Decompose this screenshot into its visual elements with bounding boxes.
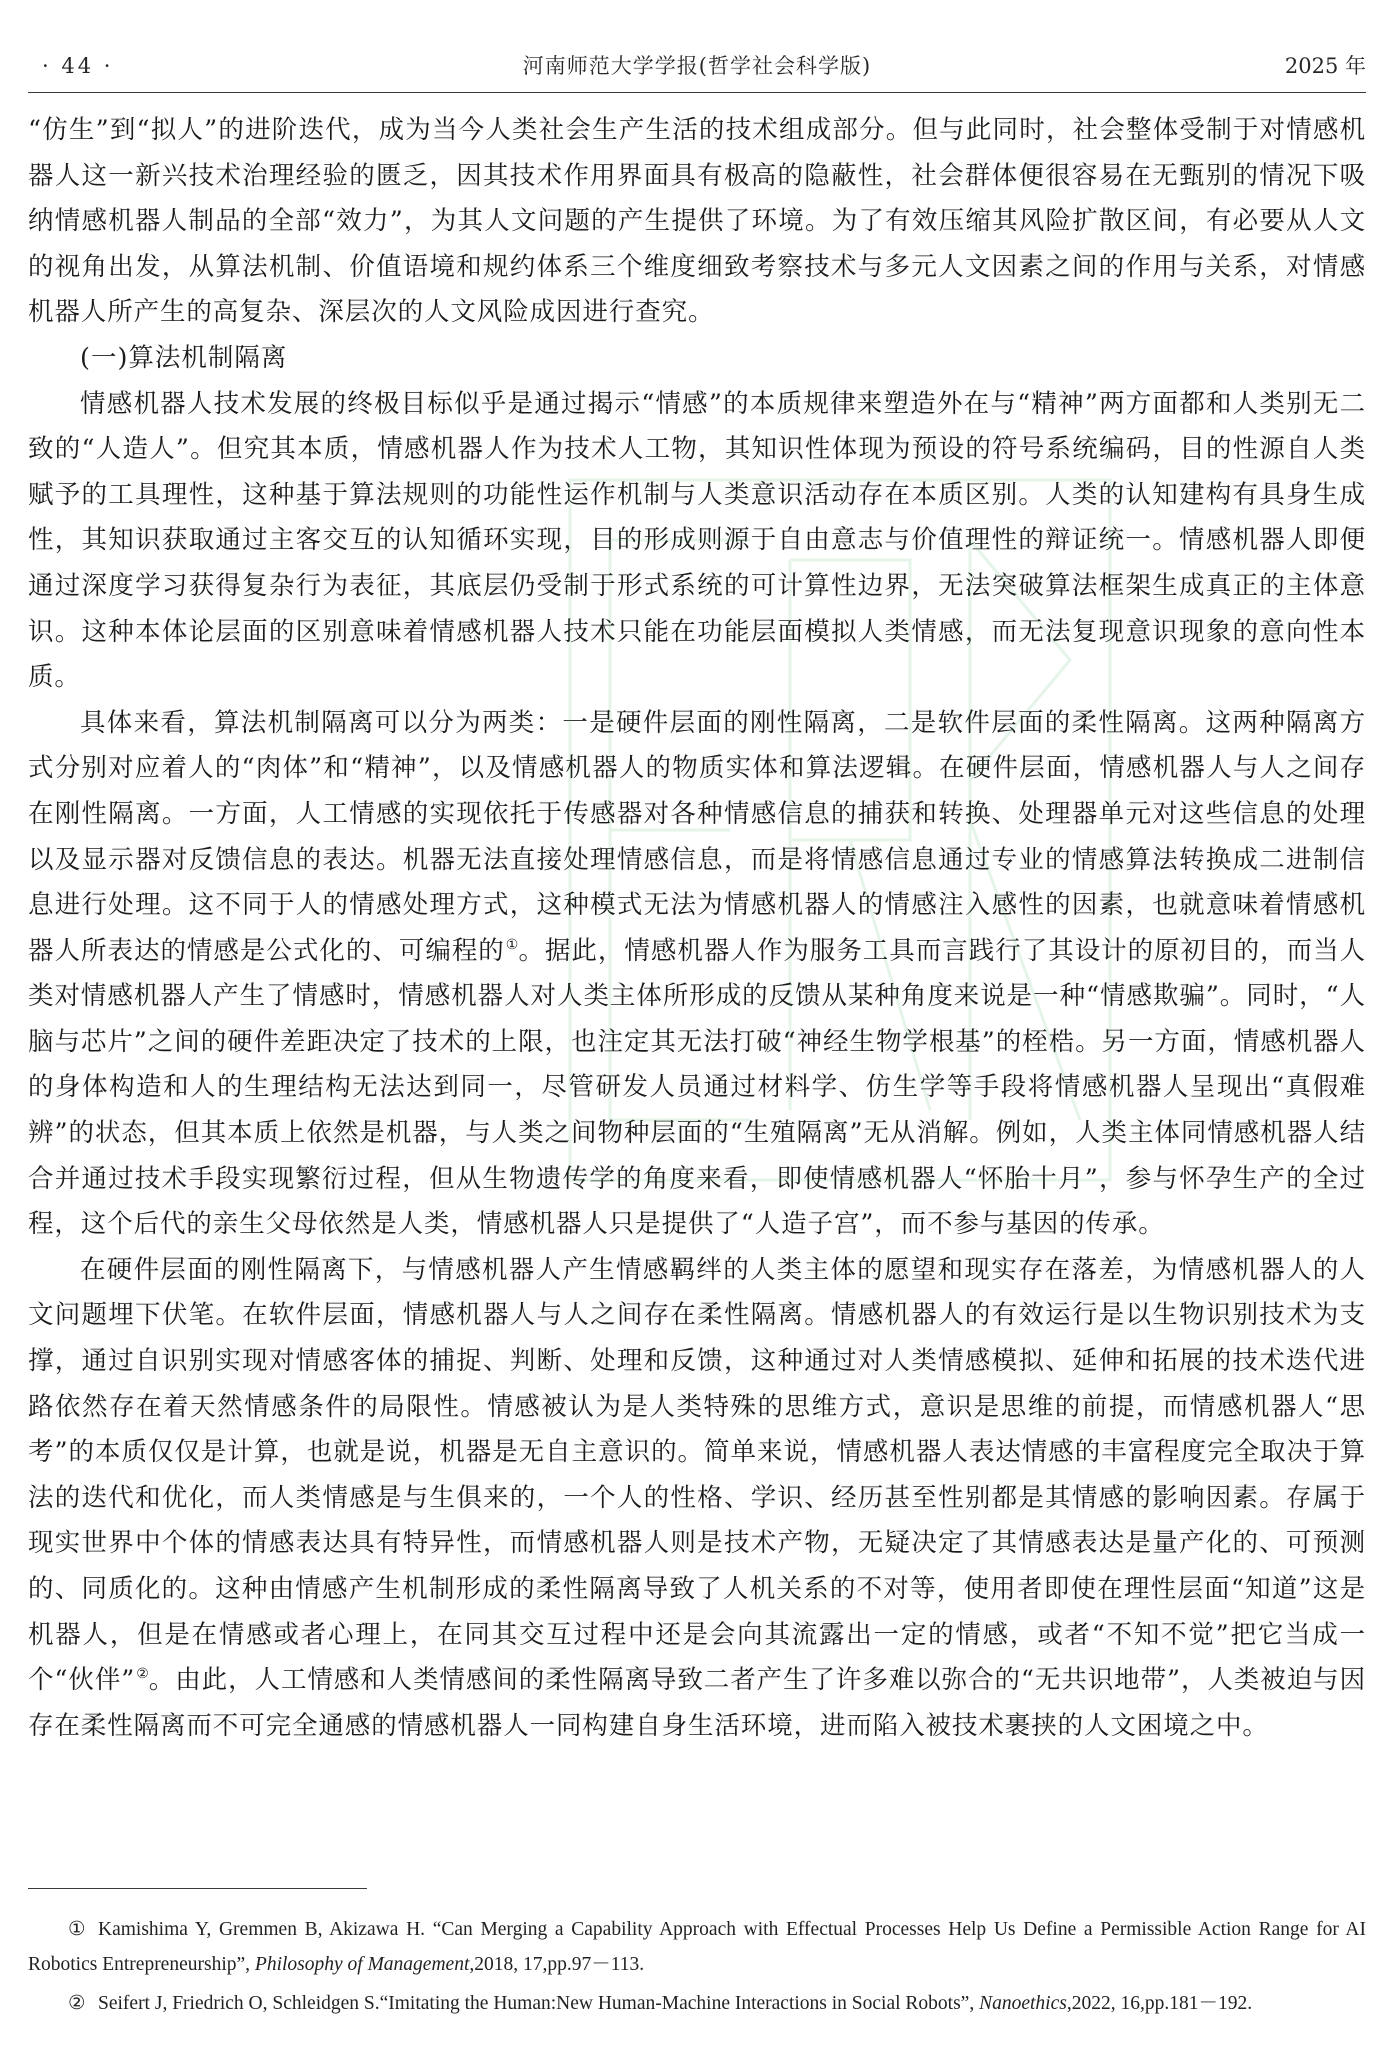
footnote-2-pages: ,2022, 16,pp.181－192. bbox=[1066, 1993, 1253, 2014]
paragraph-hardware-text-a: 具体来看，算法机制隔离可以分为两类：一是硬件层面的刚性隔离，二是软件层面的柔性隔离。这两种隔离方式分别对应着人的“肉体”和“精神”，以及情感机器人的物质实体和算法逻辑。在硬件层面，情感机器人与人之间存在刚性隔离。一方面，人工情感的实现依托于传感器对各种情感信息的捕获和转换、处理器单元对这些信息的处理以及显示器对反馈信息的表达。机器无法直接处理情感信息，而是将情感信息通过专业的情感算法转换成二进制信息进行处理。这不同于人的情感处理方式，这种模式无法为情感机器人的情感注入感性的因素，也就意味着情感机器人所表达的情感是公式化的、可编程的 bbox=[28, 707, 1366, 966]
footnote-2-mark: ② bbox=[68, 1993, 86, 2014]
paragraph-software-text-b: 。由此，人工情感和人类情感间的柔性隔离导致二者产生了许多难以弥合的“无共识地带”，人类被迫与因存在柔性隔离而不可完全通感的情感机器人一同构建自身生活环境，进而陷入被技术裹挟的人文困境之中。 bbox=[28, 1665, 1366, 1741]
footnote-ref-1[interactable]: ① bbox=[505, 936, 519, 953]
journal-title: 河南师范大学学报(哲学社会科学版) bbox=[522, 54, 872, 78]
page-number: · 44 · bbox=[42, 54, 114, 78]
paragraph-software-text-a: 在硬件层面的刚性隔离下，与情感机器人产生情感羁绊的人类主体的愿望和现实存在落差，为情感机器人的人文问题埋下伏笔。在软件层面，情感机器人与人之间存在柔性隔离。情感机器人的有效运行是以生物识别技术为支撑，通过自识别实现对情感客体的捕捉、判断、处理和反馈，这种通过对人类情感模拟、延伸和拓展的技术迭代进路依然存在着天然情感条件的局限性。情感被认为是人类特殊的思维方式，意识是思维的前提，而情感机器人“思考”的本质仅仅是计算，也就是说，机器是无自主意识的。简单来说，情感机器人表达情感的丰富程度完全取决于算法的迭代和优化，而人类情感是与生俱来的，一个人的性格、学识、经历甚至性别都是其情感的影响因素。存属于现实世界中个体的情感表达具有特异性，而情感机器人则是技术产物，无疑决定了其情感表达是量产化的、可预测的、同质化的。这种由情感产生机制形成的柔性隔离导致了人机关系的不对等，使用者即使在理性层面“知道”这是机器人，但是在情感或者心理上，在同其交互过程中还是会向其流露出一定的情感，或者“不知不觉”把它当成一个“伙伴” bbox=[28, 1254, 1366, 1696]
journal-page bbox=[28, 0, 1366, 2063]
footnote-2 bbox=[28, 1986, 1366, 2021]
header-rule bbox=[28, 92, 1366, 93]
footnote-1-citation: Kamishima Y, Gremmen B, Akizawa H. “Can Merging a Capability Approach with Effectual Processes Help Us Define a Permissible Action Range for AI Robotics Entrepreneurship”, bbox=[28, 1919, 1366, 1975]
section-subheading: (一)算法机制隔离 bbox=[80, 342, 288, 373]
footnote-1-journal: Philosophy of Management bbox=[254, 1954, 470, 1975]
footnote-1-mark: ① bbox=[68, 1919, 86, 1940]
article-body bbox=[28, 108, 1366, 1749]
publication-year: 2025 年 bbox=[1284, 54, 1366, 78]
footnote-separator bbox=[28, 1888, 367, 1889]
paragraph-continuation: “仿生”到“拟人”的进阶迭代，成为当今人类社会生产生活的技术组成部分。但与此同时，社会整体受制于对情感机器人这一新兴技术治理经验的匮乏，因其技术作用界面具有极高的隐蔽性，社会群体便很容易在无甄别的情况下吸纳情感机器人制品的全部“效力”，为其人文问题的产生提供了环境。为了有效压缩其风险扩散区间，有必要从人文的视角出发，从算法机制、价值语境和规约体系三个维度细致考察技术与多元人文因素之间的作用与关系，对情感机器人所产生的高复杂、深层次的人文风险成因进行查究。 bbox=[28, 115, 1366, 328]
footnote-2-citation: Seifert J, Friedrich O, Schleidgen S.“Imitating the Human:New Human-Machine Interactions in Social Robots”, bbox=[98, 1993, 980, 2014]
footnote-1 bbox=[28, 1912, 1366, 1982]
footnotes bbox=[28, 1912, 1366, 2025]
footnote-2-journal: Nanoethics bbox=[979, 1993, 1067, 2014]
paragraph-hardware-text-b: 。据此，情感机器人作为服务工具而言践行了其设计的原初目的，而当人类对情感机器人产生了情感时，情感机器人对人类主体所形成的反馈从某种角度来说是一种“情感欺骗”。同时，“人脑与芯片”之间的硬件差距决定了技术的上限，也注定其无法打破“神经生物学根基”的桎梏。另一方面，情感机器人的身体构造和人的生理结构无法达到同一，尽管研发人员通过材料学、仿生学等手段将情感机器人呈现出“真假难辨”的状态，但其本质上依然是机器，与人类之间物种层面的“生殖隔离”无从消解。例如，人类主体同情感机器人结合并通过技术手段实现繁衍过程，但从生物遗传学的角度来看，即使情感机器人“怀胎十月”，参与怀孕生产的全过程，这个后代的亲生父母依然是人类，情感机器人只是提供了“人造子宫”，而不参与基因的传承。 bbox=[28, 935, 1366, 1240]
running-header bbox=[28, 46, 1366, 86]
footnote-1-pages: ,2018, 17,pp.97－113. bbox=[469, 1954, 645, 1975]
footnote-ref-2[interactable]: ② bbox=[136, 1666, 149, 1683]
paragraph-essence: 情感机器人技术发展的终极目标似乎是通过揭示“情感”的本质规律来塑造外在与“精神”两方面都和人类别无二致的“人造人”。但究其本质，情感机器人作为技术人工物，其知识性体现为预设的符号系统编码，目的性源自人类赋予的工具理性，这种基于算法规则的功能性运作机制与人类意识活动存在本质区别。人类的认知建构有具身生成性，其知识获取通过主客交互的认知循环实现，目的形成则源于自由意志与价值理性的辩证统一。情感机器人即便通过深度学习获得复杂行为表征，其底层仍受制于形式系统的可计算性边界，无法突破算法框架生成真正的主体意识。这种本体论层面的区别意味着情感机器人技术只能在功能层面模拟人类情感，而无法复现意识现象的意向性本质。 bbox=[28, 388, 1366, 693]
paragraph-software-isolation bbox=[28, 1248, 1366, 1750]
paragraph-hardware-isolation bbox=[28, 701, 1366, 1248]
